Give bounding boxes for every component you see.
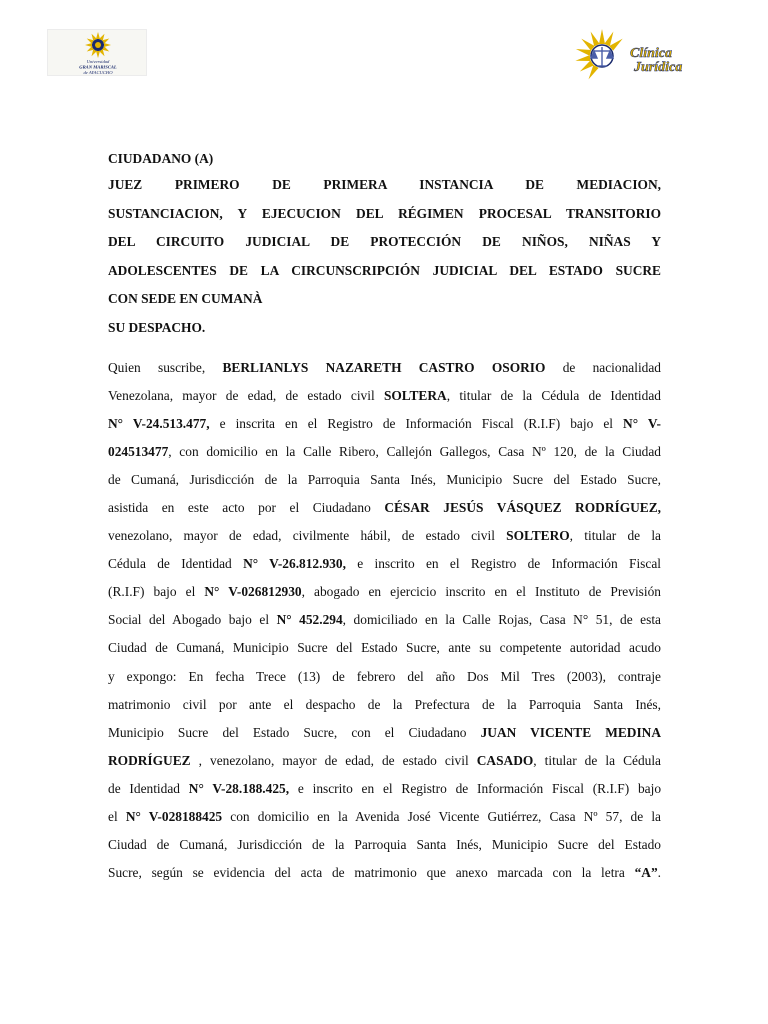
text-run: , domiciliado en la Calle Rojas, Casa N° 51, de esta <box>342 612 661 628</box>
header-line: JUEZ PRIMERO DE PRIMERA INSTANCIA DE MEDIACION, <box>108 177 661 192</box>
text-run: Cédula de Identidad <box>108 556 244 572</box>
text-run: Ciudad de Cumaná, Municipio Sucre del Estado Sucre, ante su competente autoridad acudo <box>108 640 661 656</box>
text-run: . <box>657 864 661 880</box>
body-line <box>108 663 661 691</box>
text-run: , titular de la Cédula <box>533 752 661 768</box>
text-run: de Cumaná, Jurisdicción de la Parroquia Santa Inés, Municipio Sucre del Estado Sucre, <box>108 472 661 488</box>
body-line <box>108 691 661 719</box>
body-line <box>108 606 661 634</box>
bold-run: “A” <box>634 864 658 880</box>
text-run: con domicilio en la Avenida José Vicente Gutiérrez, Casa Nº 57, de la <box>222 808 662 824</box>
text-run: Quien suscribe, <box>108 360 223 375</box>
body-line <box>108 775 661 803</box>
text-run: Municipio Sucre del Estado Sucre, con el Ciudadano <box>108 724 481 740</box>
addressee-header <box>108 146 661 342</box>
bold-run: CASADO <box>476 752 534 768</box>
text-run: e inscrita en el Registro de Información Fiscal (R.I.F) bajo el <box>209 416 624 432</box>
text-run: venezolano, mayor de edad, civilmente hábil, de estado civil <box>108 528 507 544</box>
bold-run: SOLTERA <box>383 388 447 404</box>
text-run: matrimonio civil por ante el despacho de la Prefectura de la Parroquia Santa Inés, <box>108 696 661 712</box>
sun-seal-icon <box>48 30 148 77</box>
bold-run: JUAN VICENTE MEDINA <box>480 724 662 740</box>
body-line <box>108 438 661 466</box>
body-line <box>108 831 661 859</box>
text-run: y expongo: En fecha Trece (13) de febrero del año Dos Mil Tres (2003), contraje <box>108 668 661 684</box>
body-line <box>108 634 661 662</box>
body-line <box>108 466 661 494</box>
university-logo <box>47 29 147 76</box>
body-line <box>108 747 661 775</box>
text-run: de Identidad <box>108 780 189 796</box>
bold-run: CÉSAR JESÚS VÁSQUEZ RODRÍGUEZ, <box>384 500 661 516</box>
logo-line-1: Universidad <box>86 59 110 64</box>
bold-run: 024513477 <box>108 444 169 460</box>
logo-line-2: GRAN MARISCAL <box>79 64 117 70</box>
text-run: Sucre, según se evidencia del acta de matrimonio que anexo marcada con la letra <box>108 864 635 880</box>
header-line: SUSTANCIACION, Y EJECUCION DEL RÉGIMEN PROCESAL TRANSITORIO <box>108 205 661 221</box>
body-line <box>108 382 661 410</box>
text-run: (R.I.F) bajo el <box>108 584 205 600</box>
text-run: , con domicilio en la Calle Ribero, Callejón Gallegos, Casa Nº 120, de la Ciudad <box>168 444 661 460</box>
clinica-juridica-logo <box>572 26 692 84</box>
justice-scales-icon <box>572 26 692 84</box>
text-run: asistida en este acto por el Ciudadano <box>108 500 385 516</box>
logo-line-3: de AYACUCHO <box>83 70 113 75</box>
body-line <box>108 522 661 550</box>
body-line <box>108 803 661 831</box>
bold-run: BERLIANLYS NAZARETH CASTRO OSORIO <box>222 360 546 375</box>
bold-run: N° V-026812930 <box>204 584 302 600</box>
header-line: CIUDADANO (A) <box>108 151 214 166</box>
bold-run: N° V-28.188.425, <box>188 780 290 796</box>
body-line <box>108 550 661 578</box>
logo-juridica-text: Jurídica <box>634 60 683 75</box>
bold-run: N° V-26.812.930, <box>243 556 346 572</box>
text-run: , venezolano, mayor de edad, de estado civil <box>190 752 477 768</box>
bold-run: N° V- <box>623 416 661 432</box>
bold-run: N° V-24.513.477, <box>108 416 210 432</box>
header-line: SU DESPACHO. <box>108 319 206 335</box>
text-run: e inscrito en el Registro de Información Fiscal (R.I.F) bajo <box>289 780 662 796</box>
header-line: CON SEDE EN CUMANÀ <box>108 291 263 306</box>
bold-run: RODRÍGUEZ <box>108 752 191 768</box>
header-line: ADOLESCENTES DE LA CIRCUNSCRIPCIÓN JUDICIAL DEL ESTADO SUCRE <box>108 262 661 278</box>
body-line <box>108 354 661 382</box>
body-line <box>108 719 661 747</box>
bold-run: N° 452.294 <box>276 612 343 628</box>
text-run: , titular de la Cédula de Identidad <box>446 388 661 404</box>
text-run: , abogado en ejercicio inscrito en el Instituto de Previsión <box>301 584 661 600</box>
body-paragraph <box>108 354 661 887</box>
bold-run: N° V-028188425 <box>125 808 223 824</box>
header-line: DEL CIRCUITO JUDICIAL DE PROTECCIÓN DE NIÑOS, NIÑAS Y <box>108 234 661 249</box>
text-run: de nacionalidad <box>545 360 662 375</box>
body-line <box>108 410 661 438</box>
text-run: Venezolana, mayor de edad, de estado civil <box>108 388 384 404</box>
text-run: Social del Abogado bajo el <box>108 612 277 628</box>
logo-clinica-text: Clínica <box>630 46 673 61</box>
text-run: e inscrito en el Registro de Información Fiscal <box>345 556 661 572</box>
body-line <box>108 494 661 522</box>
text-run: Ciudad de Cumaná, Jurisdicción de la Parroquia Santa Inés, Municipio Sucre del Estado <box>108 836 661 852</box>
text-run: , titular de la <box>569 528 661 544</box>
body-line <box>108 578 661 606</box>
text-run: el <box>108 808 126 824</box>
body-line <box>108 859 661 887</box>
bold-run: SOLTERO <box>506 528 570 544</box>
